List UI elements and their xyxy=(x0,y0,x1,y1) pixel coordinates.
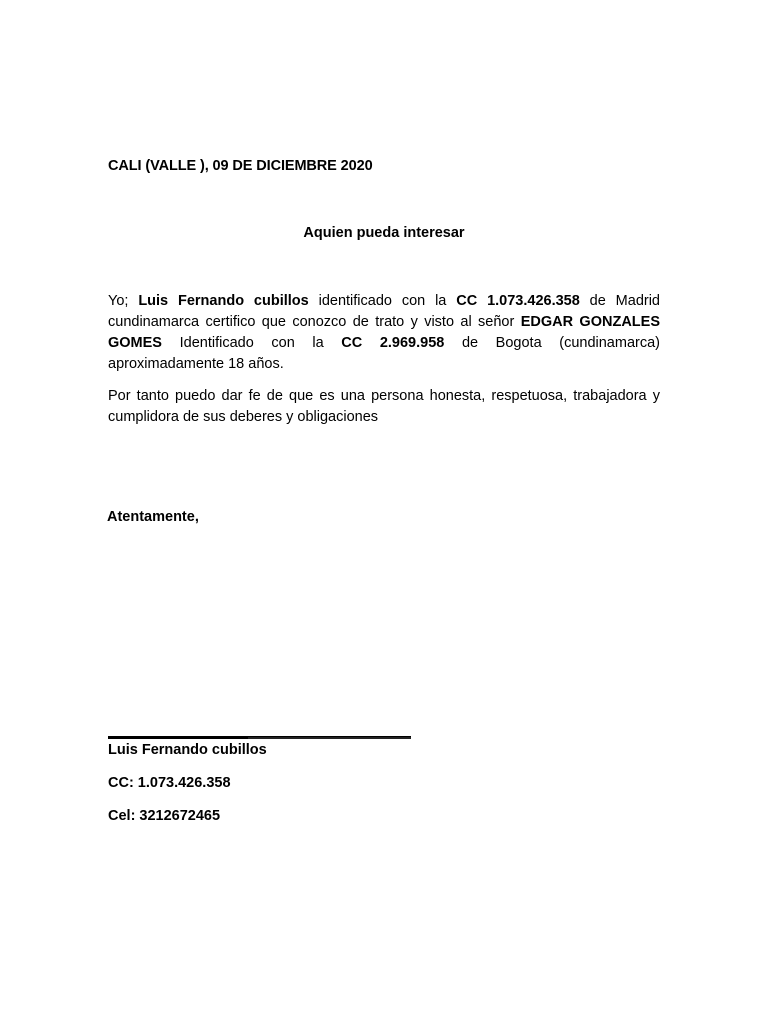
signer-id: CC: 1.073.426.358 xyxy=(108,775,231,791)
character-paragraph: Por tanto puedo dar fe de que es una persona honesta, respetuosa, trabajadora y cumplidora de sus deberes y obligaciones xyxy=(108,388,660,425)
certifier-id: CC 1.073.426.358 xyxy=(456,293,580,309)
text-segment: identificado con la xyxy=(308,293,457,309)
certification-paragraph xyxy=(108,291,660,375)
certifier-name: Luis Fernando cubillos xyxy=(138,293,309,309)
letter-closing: Atentamente, xyxy=(107,509,199,525)
signer-phone: Cel: 3212672465 xyxy=(108,808,221,824)
text-segment: de Madrid cundinamarca certifico que conozco de trato y visto al señor xyxy=(108,293,660,330)
text-segment: Identificado con la xyxy=(161,335,342,351)
signer-name: Luis Fernando cubillos xyxy=(108,742,267,758)
text-segment: de Bogota (cundinamarca) aproximadamente 18 años. xyxy=(108,335,660,372)
text-segment: Yo; xyxy=(108,293,139,309)
subject-id: CC 2.969.958 xyxy=(341,335,445,351)
subject-name: EDGAR GONZALES GOMES xyxy=(108,314,660,351)
signature-line xyxy=(108,736,411,739)
letter-date: CALI (VALLE ), 09 DE DICIEMBRE 2020 xyxy=(108,158,373,174)
letter-greeting: Aquien pueda interesar xyxy=(303,225,465,241)
